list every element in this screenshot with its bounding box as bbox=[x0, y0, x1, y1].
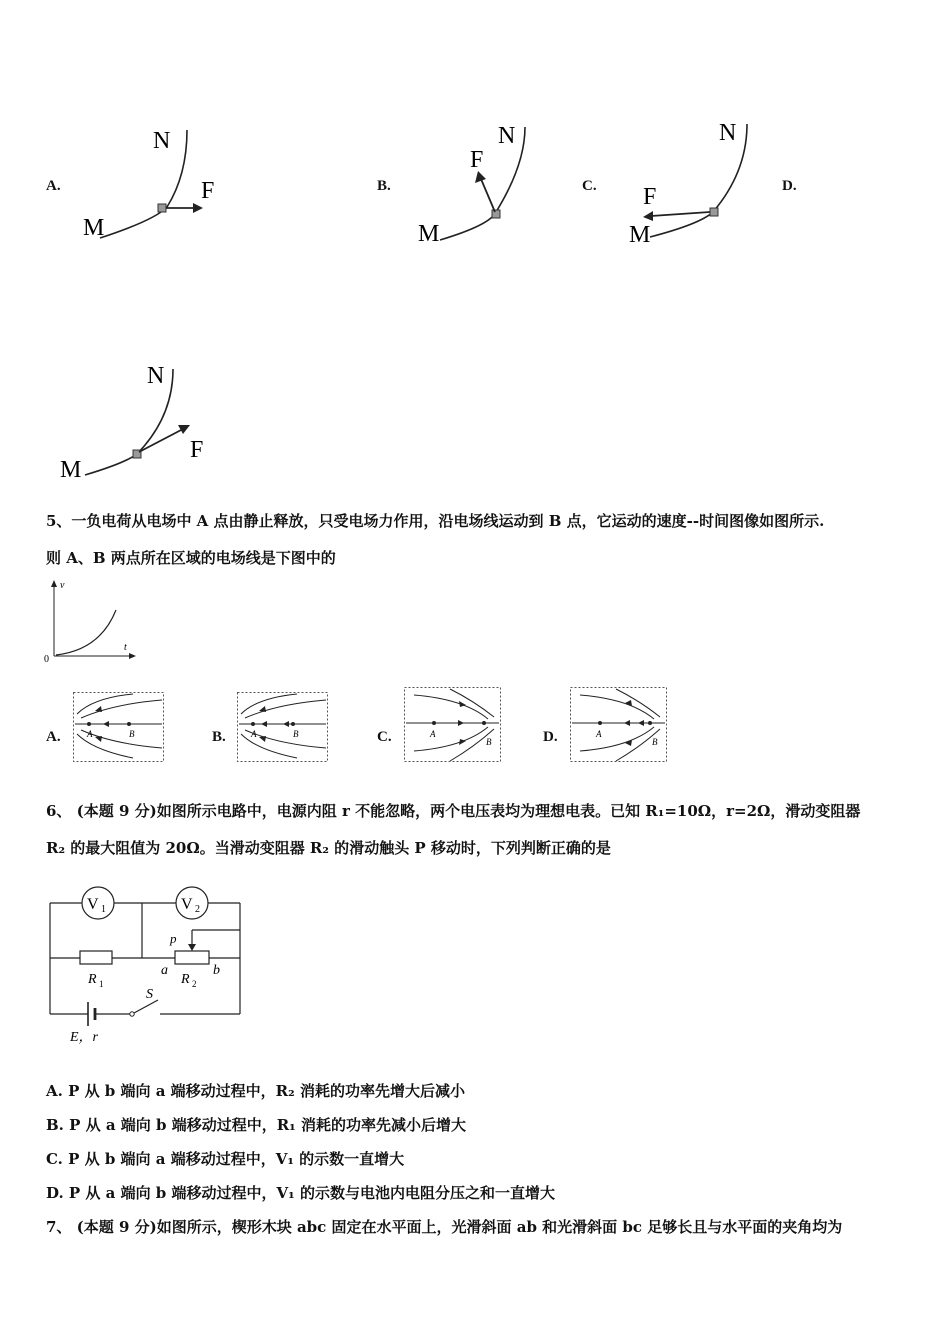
q6-stem-line2: R₂ 的最大阻值为 20Ω。当滑动变阻器 R₂ 的滑动触头 P 移动时，下列判断正确的是 bbox=[46, 839, 611, 857]
q4-figure-d bbox=[55, 355, 225, 485]
point-a: A bbox=[430, 729, 436, 739]
point-b: B bbox=[652, 737, 658, 747]
q5-field-a bbox=[73, 692, 165, 762]
resistor-r1 bbox=[80, 951, 112, 964]
q6-circuit-diagram bbox=[40, 880, 250, 1050]
label-f: F bbox=[470, 147, 484, 173]
label-n: N bbox=[498, 123, 516, 149]
q6-option-c: C. P 从 b 端向 a 端移动过程中，V₁ 的示数一直增大 bbox=[46, 1150, 405, 1168]
slider-p-label: p bbox=[170, 931, 177, 946]
r1-label-letter: R bbox=[88, 972, 97, 987]
q4-option-c-label: C. bbox=[582, 178, 597, 194]
q7-stem-line1: 7、 (本题 9 分)如图所示，楔形木块 abc 固定在水平面上，光滑斜面 ab 和光滑斜面 bc 足够长且与水平面的夹角均为 bbox=[46, 1218, 843, 1236]
label-m: M bbox=[60, 457, 82, 483]
q6-stem-line1: 6、 (本题 9 分)如图所示电路中，电源内阻 r 不能忽略，两个电压表均为理想电表。已知 R₁=10Ω，r=2Ω，滑动变阻器 bbox=[46, 802, 861, 820]
q5-stem-line1: 5、一负电荷从电场中 A 点由静止释放，只受电场力作用，沿电场线运动到 B 点，它运动的速度--时间图像如图所示. bbox=[46, 512, 825, 530]
end-b-label: b bbox=[213, 963, 220, 978]
label-n: N bbox=[153, 128, 171, 154]
q4-option-a-label: A. bbox=[46, 178, 61, 194]
v1-label-sub: 1 bbox=[101, 904, 106, 915]
q6-option-a: A. P 从 b 端向 a 端移动过程中，R₂ 消耗的功率先增大后减小 bbox=[46, 1082, 465, 1100]
q6-option-d: D. P 从 a 端向 b 端移动过程中，V₁ 的示数与电池内电阻分压之和一直增大 bbox=[46, 1184, 555, 1202]
label-m: M bbox=[418, 221, 440, 247]
graph-v-label: v bbox=[60, 580, 65, 591]
v2-label-sub: 2 bbox=[195, 904, 200, 915]
q4-figure-a bbox=[75, 120, 225, 250]
label-f: F bbox=[190, 437, 204, 463]
q4-figure-b bbox=[410, 115, 560, 250]
q4-option-d-label: D. bbox=[782, 178, 797, 194]
source-er-label: E，r bbox=[70, 1030, 98, 1045]
label-m: M bbox=[629, 222, 651, 247]
end-a-label: a bbox=[161, 963, 168, 978]
r2-label-letter: R bbox=[181, 972, 190, 987]
point-b: B bbox=[129, 729, 135, 739]
q5-option-b-label: B. bbox=[212, 729, 226, 745]
switch-s-label: S bbox=[146, 987, 153, 1002]
graph-t-label: t bbox=[124, 642, 127, 653]
q5-vt-graph bbox=[40, 578, 140, 668]
r2-label-sub: 2 bbox=[192, 979, 197, 989]
q4-option-b-label: B. bbox=[377, 178, 391, 194]
point-b: B bbox=[486, 737, 492, 747]
v2-label-letter: V bbox=[181, 896, 193, 913]
q5-option-d-label: D. bbox=[543, 729, 558, 745]
q6-option-b: B. P 从 a 端向 b 端移动过程中，R₁ 消耗的功率先减小后增大 bbox=[46, 1116, 466, 1134]
q5-option-a-label: A. bbox=[46, 729, 61, 745]
label-m: M bbox=[83, 215, 105, 241]
point-b: B bbox=[293, 729, 299, 739]
rheostat-r2 bbox=[175, 951, 209, 964]
q5-field-d bbox=[570, 687, 668, 763]
q5-option-c-label: C. bbox=[377, 729, 392, 745]
point-a: A bbox=[251, 729, 257, 739]
q5-field-b bbox=[237, 692, 329, 762]
label-f: F bbox=[643, 184, 657, 210]
label-n: N bbox=[719, 120, 737, 146]
point-a: A bbox=[596, 729, 602, 739]
switch-s bbox=[130, 1012, 134, 1016]
label-n: N bbox=[147, 363, 165, 389]
label-f: F bbox=[201, 178, 215, 204]
r1-label-sub: 1 bbox=[99, 979, 104, 989]
point-a: A bbox=[87, 729, 93, 739]
q4-figure-c bbox=[625, 112, 765, 247]
graph-origin-label: 0 bbox=[44, 654, 49, 665]
q5-stem-line2: 则 A、B 两点所在区域的电场线是下图中的 bbox=[46, 549, 336, 567]
q5-field-c bbox=[404, 687, 502, 763]
v1-label-letter: V bbox=[87, 896, 99, 913]
